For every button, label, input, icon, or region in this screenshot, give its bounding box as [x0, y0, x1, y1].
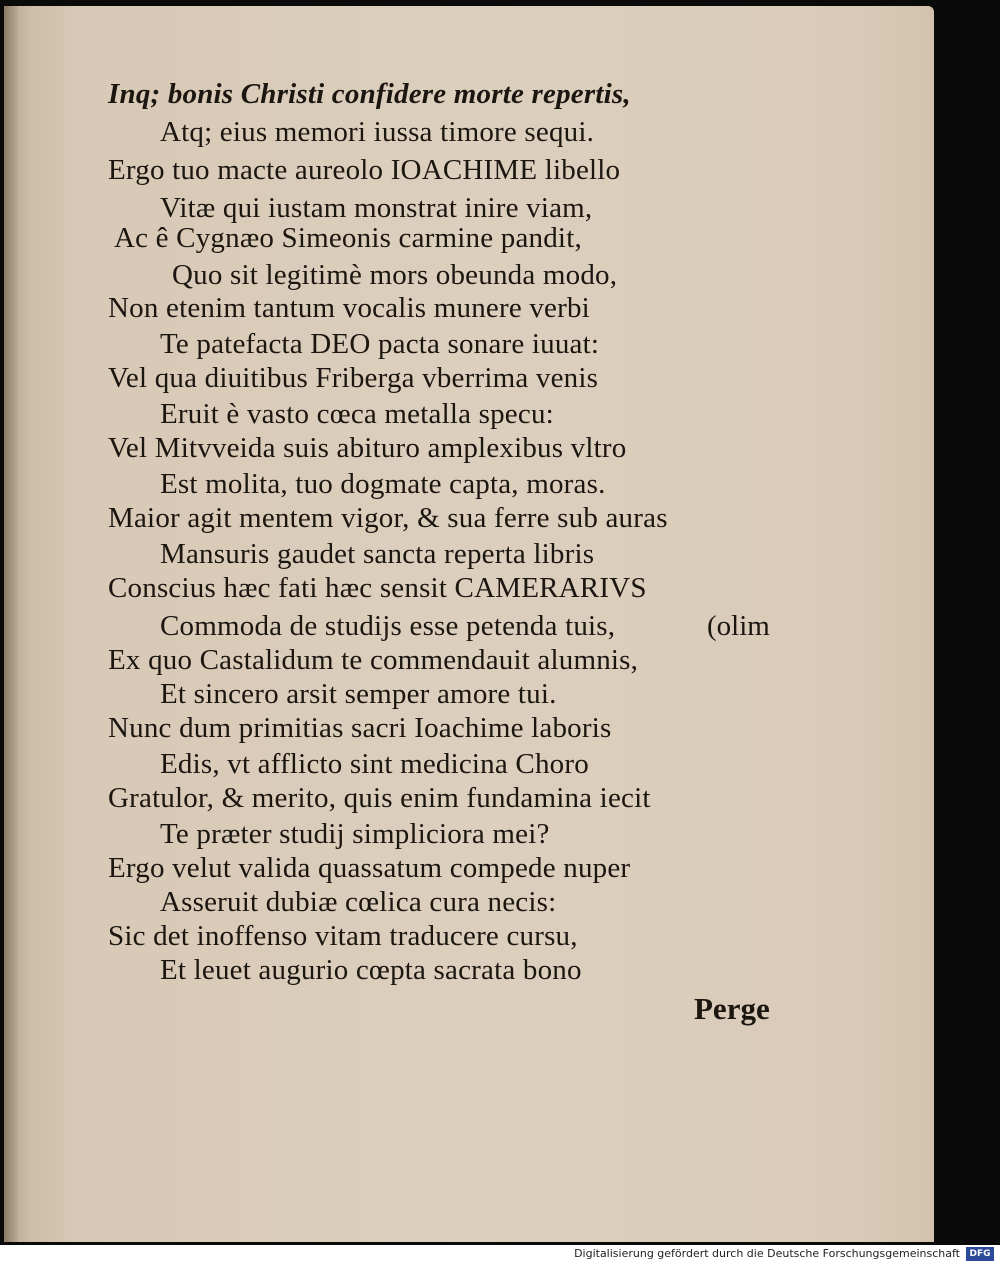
- verse-line-26: Et leuet augurio cœpta sacrata bono: [160, 954, 582, 986]
- verse-line-11: Vel Mitvveida suis abituro amplexibus vltro: [108, 432, 627, 464]
- catchword: Perge: [694, 991, 770, 1026]
- verse-line-19: Nunc dum primitias sacri Ioachime laboris: [108, 712, 612, 744]
- verse-line-3: Ergo tuo macte aureolo IOACHIME libello: [108, 154, 621, 186]
- footer-bar: [0, 1245, 1000, 1265]
- margin-note: (olim: [707, 610, 770, 642]
- verse-line-6: Quo sit legitimè mors obeunda modo,: [172, 259, 618, 291]
- verse-line-18: Et sincero arsit semper amore tui.: [160, 678, 557, 710]
- verse-line-25: Sic det inoffenso vitam traducere cursu,: [108, 920, 578, 952]
- verse-line-10: Eruit è vasto cœca metalla specu:: [160, 398, 554, 430]
- verse-line-9: Vel qua diuitibus Friberga vberrima venis: [108, 362, 599, 394]
- verse-line-13: Maior agit mentem vigor, & sua ferre sub auras: [108, 502, 668, 534]
- verse-line-12: Est molita, tuo dogmate capta, moras.: [160, 468, 606, 500]
- verse-line-8: Te patefacta DEO pacta sonare iuuat:: [160, 328, 600, 360]
- verse-line-16: Commoda de studijs esse petenda tuis,: [160, 610, 616, 642]
- verse-line-24: Asseruit dubiæ cœlica cura necis:: [160, 886, 557, 918]
- verse-line-20: Edis, vt afflicto sint medicina Choro: [160, 748, 589, 780]
- verse-line-4: Vitæ qui iustam monstrat inire viam,: [160, 192, 593, 224]
- page-spine-shadow: [4, 6, 18, 1242]
- verse-line-7: Non etenim tantum vocalis munere verbi: [108, 292, 590, 324]
- verse-line-17: Ex quo Castalidum te commendauit alumnis,: [108, 644, 639, 676]
- verse-line-1: Inq; bonis Christi confidere morte repertis,: [108, 78, 631, 110]
- footer-credit: Digitalisierung gefördert durch die Deutsche Forschungsgemeinschaft: [574, 1247, 960, 1260]
- verse-line-2: Atq; eius memori iussa timore sequi.: [160, 116, 595, 148]
- verse-line-14: Mansuris gaudet sancta reperta libris: [160, 538, 595, 570]
- verse-line-15: Conscius hæc fati hæc sensit CAMERARIVS: [108, 572, 647, 604]
- verse-line-22: Te præter studij simpliciora mei?: [160, 818, 550, 850]
- dfg-logo-icon: DFG: [966, 1247, 994, 1261]
- verse-line-23: Ergo velut valida quassatum compede nuper: [108, 852, 631, 884]
- book-page: [4, 6, 934, 1242]
- verse-line-5: Ac ê Cygnæo Simeonis carmine pandit,: [114, 222, 582, 254]
- verse-line-21: Gratulor, & merito, quis enim fundamina iecit: [108, 782, 651, 814]
